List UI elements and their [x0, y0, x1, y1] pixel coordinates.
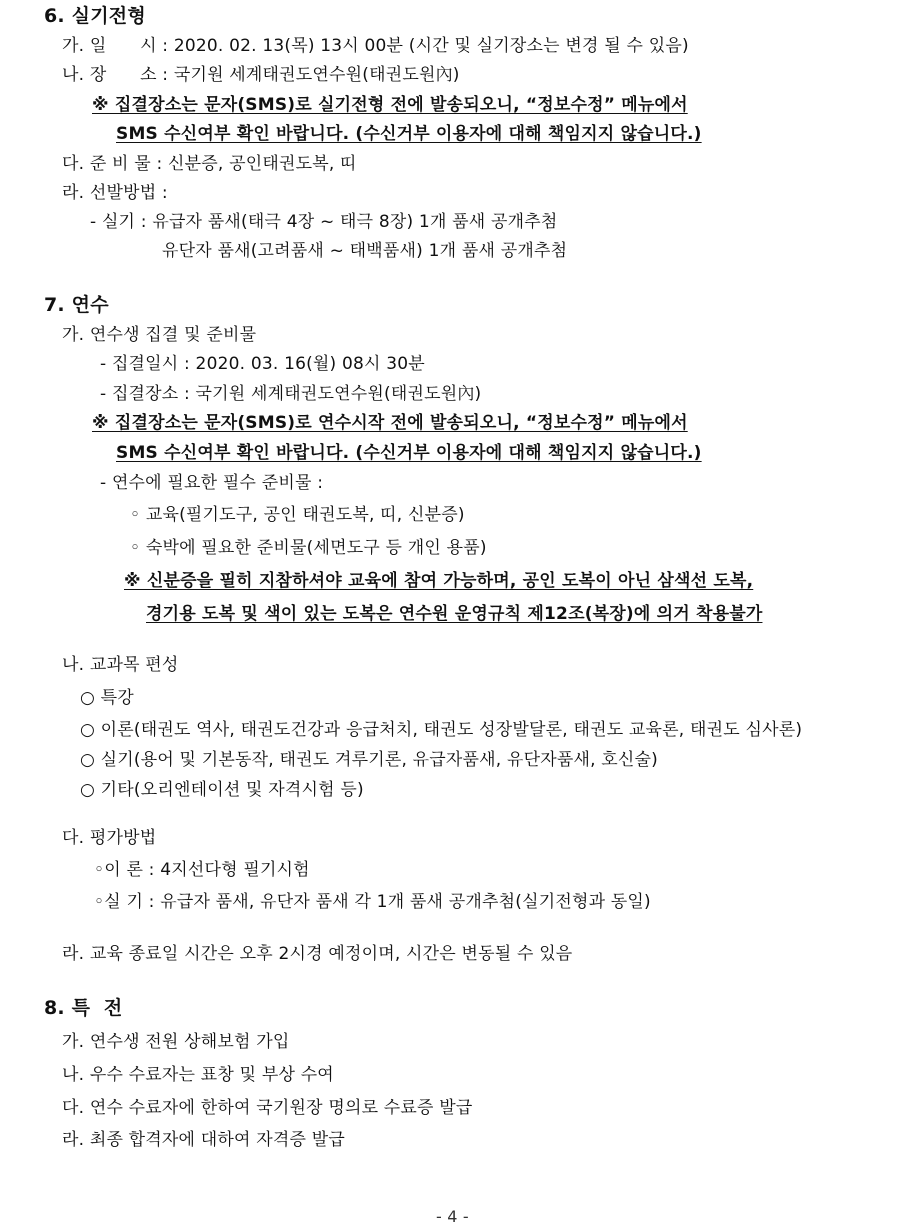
- s7-gather-place: - 집결장소 : 국기원 세계태권도연수원(태권도원內): [100, 384, 482, 404]
- s7-gather-time: - 집결일시 : 2020. 03. 16(월) 08시 30분: [100, 354, 425, 374]
- s8-license: 라. 최종 합격자에 대하여 자격증 발급: [62, 1130, 345, 1150]
- section-8-title: 8. 특 전: [44, 997, 123, 1019]
- s7-subject-etc: ○ 기타(오리엔테이션 및 자격시험 등): [80, 780, 364, 800]
- s8-award: 나. 우수 수료자는 표창 및 부상 수여: [62, 1065, 334, 1085]
- s7-gathering: 가. 연수생 집결 및 준비물: [62, 325, 257, 345]
- s6-method-dan: 유단자 품새(고려품새 ~ 태백품새) 1개 품새 공개추첨: [162, 241, 568, 261]
- s7-subject-lecture: ○ 특강: [80, 688, 134, 708]
- page-number: - 4 -: [436, 1207, 469, 1226]
- s6-method-kyu: - 실기 : 유급자 품새(태극 4장 ~ 태극 8장) 1개 품새 공개추첨: [90, 212, 558, 232]
- s6-selection-method: 라. 선발방법 :: [62, 183, 168, 203]
- s7-notice-line1: ※ 집결장소는 문자(SMS)로 연수시작 전에 발송되오니, “정보수정” 메뉴에서: [92, 413, 688, 433]
- s7-end-time: 라. 교육 종료일 시간은 오후 2시경 예정이며, 시간은 변동될 수 있음: [62, 944, 573, 964]
- s8-certificate: 다. 연수 수료자에 한하여 국기원장 명의로 수료증 발급: [62, 1098, 473, 1118]
- s8-insurance: 가. 연수생 전원 상해보험 가입: [62, 1032, 290, 1052]
- s7-prep-lodging: ◦ 숙박에 필요한 준비물(세면도구 등 개인 용품): [130, 538, 487, 558]
- s7-prep-title: - 연수에 필요한 필수 준비물 :: [100, 473, 324, 493]
- s7-eval-theory: ◦이 론 : 4지선다형 필기시험: [94, 860, 310, 880]
- s6-schedule: 가. 일 시 : 2020. 02. 13(목) 13시 00분 (시간 및 실기장소는 변경 될 수 있음): [62, 36, 689, 56]
- s7-eval-practice: ◦실 기 : 유급자 품새, 유단자 품새 각 1개 품새 공개추첨(실기전형과 동일): [94, 892, 651, 912]
- s7-notice-line2: SMS 수신여부 확인 바랍니다. (수신거부 이용자에 대해 책임지지 않습니다.): [116, 443, 702, 463]
- s7-warning-line1: ※ 신분증을 필히 지참하셔야 교육에 참여 가능하며, 공인 도복이 아닌 삼색선 도복,: [124, 571, 754, 591]
- section-6-title: 6. 실기전형: [44, 5, 146, 27]
- s6-notice-line2: SMS 수신여부 확인 바랍니다. (수신거부 이용자에 대해 책임지지 않습니다.): [116, 124, 702, 144]
- s6-supplies: 다. 준 비 물 : 신분증, 공인태권도복, 띠: [62, 154, 357, 174]
- s7-subject-practice: ○ 실기(용어 및 기본동작, 태권도 겨루기론, 유급자품새, 유단자품새, 호신술): [80, 750, 658, 770]
- s7-prep-education: ◦ 교육(필기도구, 공인 태권도복, 띠, 신분증): [130, 505, 465, 525]
- s6-notice-line1: ※ 집결장소는 문자(SMS)로 실기전형 전에 발송되오니, “정보수정” 메뉴에서: [92, 95, 688, 115]
- s7-evaluation: 다. 평가방법: [62, 828, 157, 848]
- s7-curriculum: 나. 교과목 편성: [62, 655, 179, 675]
- s6-location: 나. 장 소 : 국기원 세계태권도연수원(태권도원內): [62, 65, 460, 85]
- section-7-title: 7. 연수: [44, 294, 109, 316]
- s7-warning-line2: 경기용 도복 및 색이 있는 도복은 연수원 운영규칙 제12조(복장)에 의거 착용불가: [146, 604, 763, 624]
- s7-subject-theory: ○ 이론(태권도 역사, 태권도건강과 응급처치, 태권도 성장발달론, 태권도 교육론, 태권도 심사론): [80, 720, 803, 740]
